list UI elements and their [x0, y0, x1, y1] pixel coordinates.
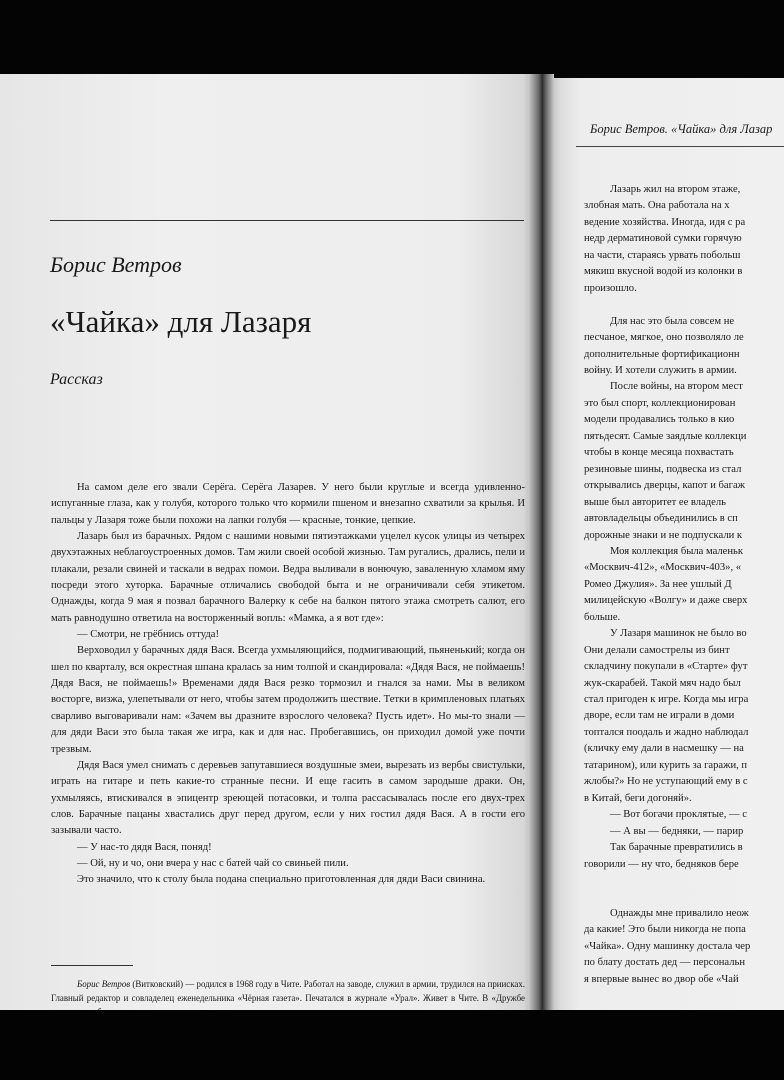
right-page	[540, 78, 784, 1011]
paragraph: — У нас-то дядя Вася, поняд!	[77, 841, 212, 853]
text-line: автовладельцы объединились в сп	[584, 513, 738, 525]
author-name: Борис Ветров	[50, 252, 182, 277]
story-body	[51, 480, 525, 889]
text-line: складчину покупали в «Старте» фут	[584, 661, 748, 673]
text-line: на части, стараясь урвать побольш	[584, 249, 741, 261]
text-line: злобная мать. Она работала на х	[584, 200, 730, 212]
text-line: жлобы?» Но не уступающий ему в с	[584, 776, 748, 788]
text-line: (кличку ему дали в насмешку — на	[584, 743, 744, 755]
text-line: дворе, если там не играли в доми	[584, 710, 735, 722]
text-line: выше был авторитет ее владель	[584, 496, 726, 508]
text-line: резиновые шины, подвеска из стал	[584, 463, 742, 475]
text-line: песчаное, мягкое, оно позволяло ле	[584, 332, 744, 344]
scan-background-bottom	[0, 1010, 784, 1080]
header-rule	[576, 146, 784, 147]
text-line: милицейскую «Волгу» и даже сверх	[584, 595, 748, 607]
text-line: — Вот богачи проклятые, — с	[610, 809, 747, 821]
text-line: жук-скарабей. Такой мяч надо был	[584, 677, 741, 689]
text-line: «Чайка». Одну машинку достала чер	[584, 940, 751, 952]
paragraph: Лазарь был из барачных. Рядом с нашими новыми пятиэтажками уцелел кусок улицы из четырех двухэтажных неблагоустроенных домов. Там жили своей особой жизнью. Там ругались, дрались, пели и плакали, резали свиней и таскали в ведрах помои. Ведра выливали в вонючую, заваленную хламом яму посреди этого хуторка. Барачные отличались свободой быта и не ограничивали себя этикетом. Однажды, когда 9 мая я позвал барачного Валерку к себе на балкон пятого этажа смотреть салют, его мать равнодушно ответила на восторженный вопль: «Мамка, а я вот где»:	[51, 531, 525, 624]
text-line: да какие! Это были никогда не попа	[584, 924, 746, 936]
text-line: Ромео Джулия». За нее ушлый Д	[584, 578, 732, 590]
left-page	[0, 74, 540, 1011]
story-title: «Чайка» для Лазаря	[50, 304, 312, 339]
text-line: Моя коллекция была маленьк	[610, 545, 744, 557]
text-line: Однажды мне привалило неож	[610, 908, 749, 920]
text-line: У Лазаря машинок не было во	[610, 628, 747, 640]
text-line: войну. И хотели служить в армии.	[584, 364, 737, 376]
paragraph: Верховодил у барачных дядя Вася. Всегда ухмыляющийся, подмигивающий, пьяненький; когда он шел по кварталу, вся окрестная шпана кралась за ним толпой и скандировала: «Дядя Вася, не поймаешь! Дядя Вася, не поймаешь!» Временами дядя Вася резко тормозил и гнался за нами. Мы в великом восторге, визжа, улепетывали от него, чтобы затем продолжить шествие. Тетки в кримпленовых платьях сварливо выговаривали нам: «Зачем вы дразните взрослого человека? Пусть идет». Но мы-то знали — для дяди Васи это была такая же игра, как и для нас. Пробегавшись, он приходил домой уже почти трезвым.	[51, 645, 525, 755]
text-line: дополнительные фортификационн	[584, 348, 740, 360]
book-gutter	[528, 74, 554, 1011]
text-line: — А вы — бедняки, — парир	[610, 825, 744, 837]
text-line: чтобы в конце месяца похвастать	[584, 447, 734, 459]
paragraph: — Смотри, не грёбнись оттуда!	[77, 629, 219, 641]
paragraph: На самом деле его звали Серёга. Серёга Лазарев. У него были круглые и всегда удивленно-испуганные глаза, как у голубя, которого только что кормили пшеном и внезапно схватили за крылья. И пальцы у Лазаря тоже были похожи на лапки голубя — красные, тонкие, цепкие.	[51, 482, 525, 526]
text-line: пятьдесят. Самые заядлые коллекци	[584, 430, 747, 442]
footnote-rule	[51, 965, 133, 966]
text-line: модели продавались только в кио	[584, 414, 735, 426]
text-line: недр дерматиновой сумки горячую	[584, 233, 742, 245]
text-line: я впервые вынес во двор обе «Чай	[584, 973, 739, 985]
story-genre: Рассказ	[50, 371, 103, 388]
paragraph: Дядя Вася умел снимать с деревьев запутавшиеся воздушные змеи, вырезать из вербы свистульки, играть на гитаре и петь какие-то странные песни. И еще гасить в самом зародыше драки. Он, ухмыляясь, втискивался в эпицентр зреющей потасовки, и толпа рассасывалась после его двух-трех слов. Барачные пацаны хвастались друг перед другом, если у них гостил дядя Вася. А в гости его зазывали часто.	[51, 759, 525, 837]
footnote-text: (Витковский) — родился в 1968 году в Чите. Работал на заводе, служил в армии, трудился на приисках. Главный редактор и совладелец еженедельника «Чёрная газета». Печатался в журнале «Урал». Живет в Чите. В «Дружбе	[51, 979, 525, 1004]
paragraph-gap	[584, 873, 784, 906]
text-line: по блату достать дед — персональн	[584, 957, 745, 969]
text-line: мякиш вкусной водой из колонки в	[584, 266, 743, 278]
text-line: Лазарь жил на втором этаже,	[610, 184, 741, 195]
text-line: говорили — ну что, бедняков бере	[584, 858, 739, 870]
running-header: Борис Ветров. «Чайка» для Лазар	[590, 122, 773, 136]
footnote-author-name: Борис Ветров	[77, 979, 131, 989]
story-body-continued	[584, 182, 784, 988]
text-line: ведение хозяйства. Иногда, идя с ра	[584, 216, 746, 228]
text-line: это был спорт, коллекционирован	[584, 397, 736, 409]
text-line: татарином), или курить за гаражи, п	[584, 759, 748, 771]
text-line: топтался поодаль и жадно наблюдал	[584, 726, 749, 738]
paragraph-gap	[584, 297, 784, 313]
text-line: больше.	[584, 611, 621, 623]
text-line: открывались дверцы, капот и багаж	[584, 480, 745, 492]
text-line: Так барачные превратились в	[610, 842, 743, 854]
text-line: «Москвич-412», «Москвич-403», «	[584, 562, 742, 574]
text-line: Они делали самострелы из бинт	[584, 644, 730, 656]
scan-background-top	[0, 0, 784, 75]
text-line: После войны, на втором мест	[610, 381, 743, 393]
text-line: стал пригоден к игре. Когда мы игра	[584, 694, 749, 706]
paragraph: — Ой, ну и чо, они вчера у нас с батей чай со свиньей пили.	[77, 857, 349, 869]
text-line: в Китай, беги догоняй».	[584, 792, 692, 804]
text-line: дорожные знаки и не подпускали к	[584, 529, 743, 541]
header-rule	[50, 220, 524, 221]
paragraph: Это значило, что к столу была подана специально приготовленная для дяди Васи свинина.	[77, 874, 486, 886]
text-line: Для нас это была совсем не	[610, 315, 735, 327]
text-line: произошло.	[584, 282, 637, 294]
